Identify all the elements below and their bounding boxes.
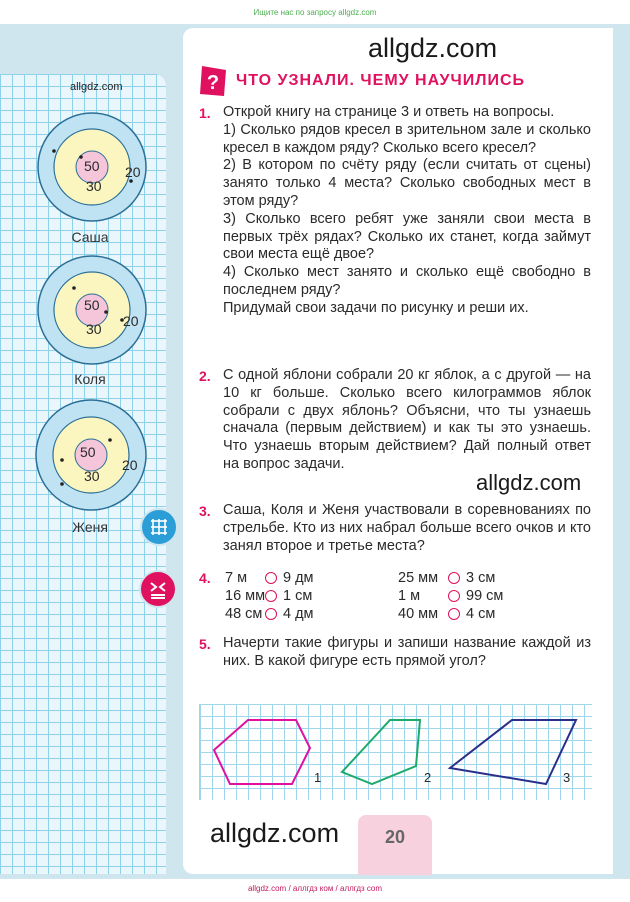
target-kolya-inner: 50 [84,297,100,313]
target-kolya-outer: 20 [123,313,139,329]
compare-row: 25 мм 3 см [398,570,496,586]
target-zhenya-label: Женя [72,519,108,535]
task-1-line: 4) Сколько мест занято и сколько ещё свободно в последнем ряду? [223,264,591,298]
task-5-text: Начерти такие фигуры и запиши название каждой из них. В какой фигуре есть прямой угол? [223,635,591,669]
compare-row: 1 м 99 см [398,588,504,604]
page-number-tab [358,815,432,875]
task-5-number: 5. [199,636,211,652]
target-kolya-middle: 30 [86,321,102,337]
page-number: 20 [384,827,406,847]
compare-row: 7 м 9 дм [225,570,314,586]
footer-note: allgdz.com / аллгдз ком / аллгдз com [247,884,383,893]
task-1-line: Придумай свои задачи по рисунку и реши их. [223,299,529,316]
question-badge [200,66,228,98]
figure-label-1: 1 [314,770,322,785]
figure-quadrilateral [342,720,420,784]
task-1-number: 1. [199,105,211,121]
task-4-number: 4. [199,570,211,586]
compare-icon[interactable] [139,570,177,608]
task-1-line: 1) Сколько рядов кресел в зрительном зале и сколько кресел в каждом ряду? Сколько всего кресел? [223,121,591,156]
figure-label-2: 2 [424,770,432,785]
compare-circle[interactable] [265,590,277,602]
compare-circle[interactable] [265,608,277,620]
task-1-line: Открой книгу на странице 3 и ответь на вопросы. [223,104,555,120]
header-note: Ищите нас по запросу allgdz.com [253,8,377,17]
task-2-number: 2. [199,368,211,384]
section-title: ЧТО УЗНАЛИ. ЧЕМУ НАУЧИЛИСЬ [236,72,526,89]
compare-circle[interactable] [448,608,460,620]
compare-row: 48 см 4 дм [225,606,314,622]
target-sasha-label: Саша [71,229,109,245]
target-sasha-inner: 50 [84,158,100,174]
target-zhenya-inner: 50 [80,444,96,460]
target-zhenya-outer: 20 [122,457,138,473]
badge-symbol: ? [206,72,220,94]
compare-circle[interactable] [448,572,460,584]
watermark-middle: allgdz.com [476,470,582,495]
grid-icon[interactable] [140,508,178,546]
target-kolya-label: Коля [74,371,106,387]
compare-circle[interactable] [448,590,460,602]
figure-label-3: 3 [563,770,571,785]
watermark-small: allgdz.com [70,81,123,93]
target-sasha-outer: 20 [125,164,141,180]
figure-trapezoid [450,720,576,784]
figure-hexagon [214,720,310,784]
figures-grid [199,704,592,800]
compare-row: 40 мм 4 см [398,606,496,622]
task-3-number: 3. [199,503,211,519]
watermark-top: allgdz.com [368,33,498,63]
compare-row: 16 мм 1 см [225,588,313,604]
task-4-right-column [398,569,503,623]
task-1-line: 3) Сколько всего ребят уже заняли свои места в первых трёх рядах? Сколько их станет, когда займут свои места ещё двое? [223,210,591,263]
task-2-text: С одной яблони собрали 20 кг яблок, а с другой — на 10 кг больше. Сколько всего килограммов яблок собрали с двух яблонь? Объясни, что ты узнаешь сначала (первым действием) и как ты это узнаешь. Что узнаешь вторым действием? Дай полный ответ на вопрос задачи. [223,367,591,472]
task-1-text [223,104,591,318]
target-zhenya-middle: 30 [84,468,100,484]
compare-circle[interactable] [265,572,277,584]
task-3-text: Саша, Коля и Женя участвовали в соревнованиях по стрельбе. Кто из них набрал больше всего очков и кто занял второе и третье места? [223,502,591,554]
watermark-bottom: allgdz.com [210,818,340,848]
target-sasha-middle: 30 [86,178,102,194]
task-1-line: 2) В котором по счёту ряду (если считать от сцены) занято только 4 места? Сколько свободных мест в этом ряду? [223,157,591,209]
task-4-left-column [225,569,314,623]
